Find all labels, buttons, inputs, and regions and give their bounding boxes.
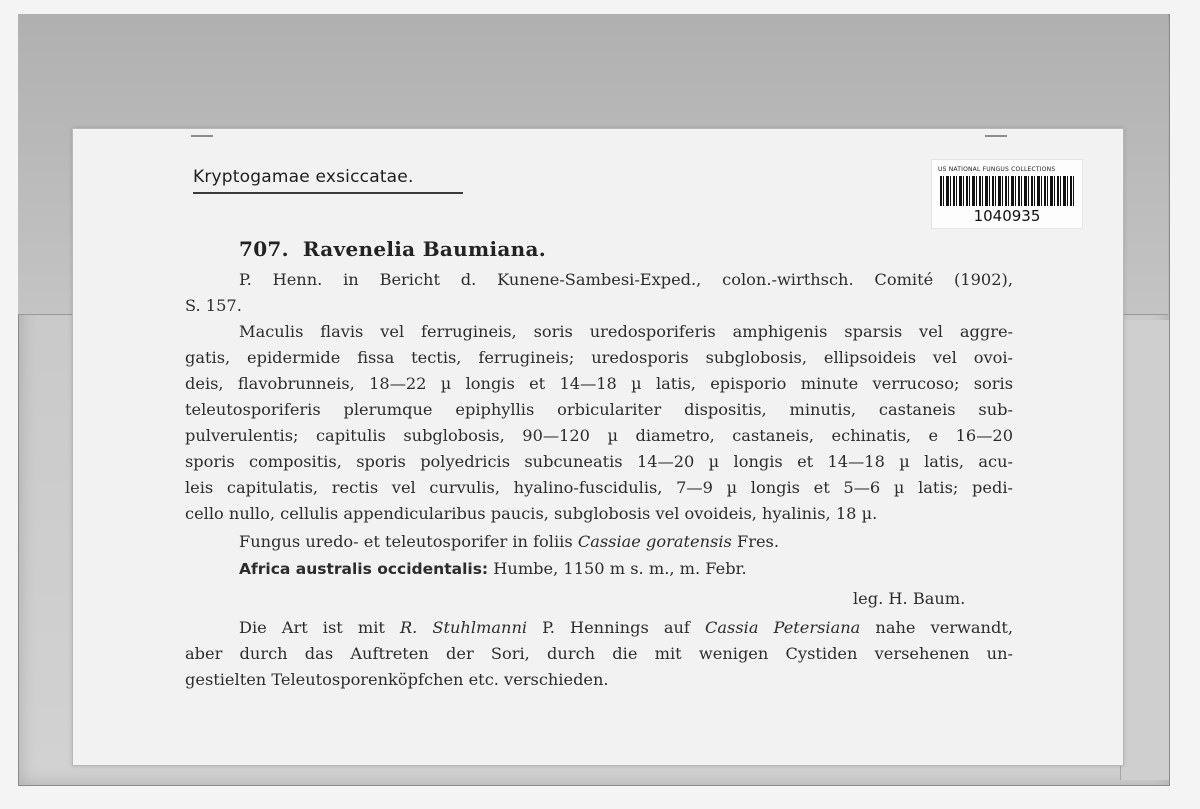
note-part-3: nahe verwandt, — [875, 618, 1013, 637]
collector-text: leg. H. Baum. — [853, 589, 966, 608]
corner-mark-left — [191, 135, 213, 137]
description-line-5: pulverulentis; capitulis subglobosis, 90—120 µ diametro, castaneis, echinatis, e 16—20 — [185, 426, 1013, 445]
note-line-3: gestielten Teleutosporenköpfchen etc. verschieden. — [185, 670, 609, 689]
note-part-1: Die Art ist mit — [239, 618, 385, 637]
host-line — [239, 532, 779, 552]
note-species-1: R. Stuhlmanni — [399, 618, 528, 637]
description-line-8: cello nullo, cellulis appendicularibus paucis, subglobosis vel ovoideis, hyalinis, 18 µ. — [185, 504, 878, 523]
note-line-1 — [239, 618, 1013, 638]
barcode-institution: US NATIONAL FUNGUS COLLECTIONS — [938, 166, 1056, 173]
description-line-4: teleutosporiferis plerumque epiphyllis orbiculariter dispositis, minutis, castaneis sub- — [185, 400, 1013, 419]
locality-line — [239, 559, 747, 579]
description-line-2: gatis, epidermide fissa tectis, ferrugineis; uredosporis subglobosis, ellipsoideis vel ovoi- — [185, 348, 1013, 367]
species-name: Ravenelia Baumiana. — [302, 237, 546, 261]
locality-label: Africa australis occidentalis: — [239, 560, 489, 578]
description-line-6: sporis compositis, sporis polyedricis subcuneatis 14—20 µ longis et 14—18 µ latis, acu- — [185, 452, 1013, 471]
barcode-label — [931, 159, 1083, 229]
series-title: Kryptogamae exsiccatae. — [193, 167, 463, 194]
note-line-2: aber durch das Auftreten der Sori, durch die mit wenigen Cystiden versehenen un- — [185, 644, 1013, 663]
packet-flap — [1120, 320, 1169, 780]
citation-line-2: S. 157. — [185, 296, 242, 315]
note-species-2: Cassia Petersiana — [705, 618, 861, 637]
entry-number: 707. — [239, 237, 289, 261]
printed-label — [72, 128, 1124, 766]
collector — [853, 589, 965, 609]
barcode-number: 1040935 — [973, 207, 1041, 225]
entry-heading — [239, 237, 546, 261]
host-prefix: Fungus uredo- et teleutosporifer in foliis — [239, 532, 573, 551]
corner-mark-right — [985, 135, 1007, 137]
note-part-2: P. Hennings auf — [542, 618, 690, 637]
citation-line-1: P. Henn. in Bericht d. Kunene-Sambesi-Exped., colon.-wirthsch. Comité (1902), — [239, 270, 1013, 289]
host-author: Fres. — [736, 532, 779, 551]
barcode-icon — [940, 176, 1074, 206]
locality-text: Humbe, 1150 m s. m., m. Febr. — [493, 559, 747, 578]
host-species: Cassiae goratensis — [577, 532, 732, 551]
description-line-1: Maculis flavis vel ferrugineis, soris uredosporiferis amphigenis sparsis vel aggre- — [239, 322, 1013, 341]
description-line-7: leis capitulatis, rectis vel curvulis, hyalino-fuscidulis, 7—9 µ longis et 5—6 µ latis; pedi- — [185, 478, 1013, 497]
description-line-3: deis, flavobrunneis, 18—22 µ longis et 14—18 µ latis, episporio minute verrucoso; soris — [185, 374, 1013, 393]
